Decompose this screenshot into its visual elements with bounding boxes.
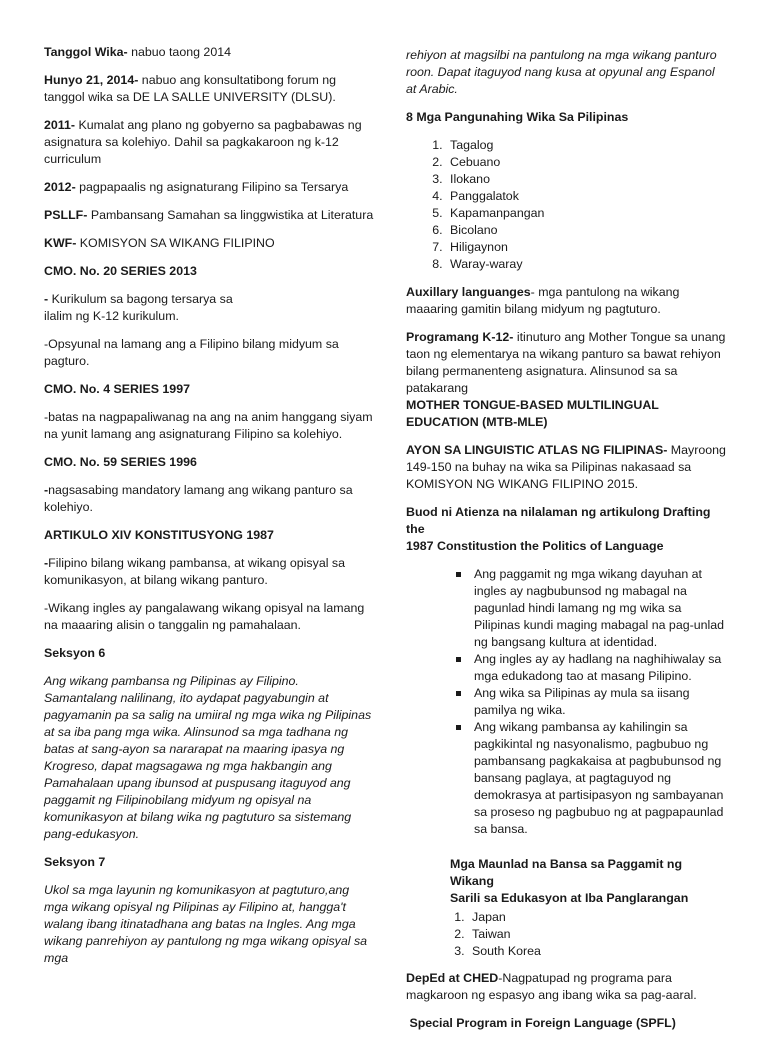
year-2012-entry (44, 179, 374, 196)
entry-text: Mayroong 149-150 na buhay na wika sa Pilipinas nakasaad sa KOMISYON NG WIKANG FILIPINO 2015. (406, 443, 726, 491)
cmo59-paragraph (44, 482, 374, 516)
mtb-mle-label: MOTHER TONGUE-BASED MULTILINGUAL EDUCATION (MTB-MLE) (406, 398, 659, 429)
bullet-item: Ang paggamit ng mga wikang dayuhan at ingles ay nagbubunsod ng mabagal na pagunlad hindi lamang ng mg wika sa Pilipinas kundi maging mabagal na pag-unlad ng bangsang kultura at identidad. (474, 566, 728, 651)
list-item: 5. Kapamanpangan (446, 205, 728, 222)
seksyon-7-continuation: rehiyon at magsilbi na pantulong na mga wikang panturo roon. Dapat itaguyod nang kusa at opyunal ang Espanol at Arabic. (406, 48, 717, 96)
seksyon-6-body: Ang wikang pambansa ng Pilipinas ay Filipino. Samantalang nalilinang, ito aydapat pagyabungin at pagyamanin pa sa salig na umiiral ng mga wika ng Pilipinas at sa iba pang mga wika. Alinsunod sa mga tadhana ng batas at sang-ayon sa nararapat na maaring ipasya ng Krogreso, dapat magsagawa ng mga hakbangin ang Pamahalaan upang ibunsod at puspusang itaguyod ang paggamit ng Filipinobilang midyum ng opisyal na komunikasyon at bilang wika ng pagtuturo sa sistemang pang-edukasyon. (44, 674, 372, 841)
entry-text: KOMISYON SA WIKANG FILIPINO (76, 236, 275, 250)
bullet-item: Ang wikang pambansa ay kahilingin sa pagkikintal ng nasyonalismo, pagbubuo ng pambansang pagkakaisa at pagbubunsod ng bansang paglaya, at pagtaguyod ng demokrasya at partisipasyon ng sambayanan sa proseso ng pagbubuo ng at pagpapaunlad sa bansa. (474, 719, 728, 838)
entry-text: Pambansang Samahan sa linggwistika at Literatura (87, 208, 374, 222)
heading-line: Buod ni Atienza na nilalaman ng artikulong Drafting the (406, 505, 711, 536)
list-item: 8. Waray-waray (446, 256, 728, 273)
deped-ched-entry (406, 970, 728, 1004)
paragraph-text: Filipino bilang wikang pambansa, at wikang opisyal sa komunikasyon, at bilang wikang panturo. (44, 556, 345, 587)
entry-text: pagpapaalis ng asignaturang Filipino sa Tersarya (75, 180, 349, 194)
list-item: 2. Taiwan (468, 926, 728, 943)
artikulo-paragraph-1 (44, 555, 374, 589)
wika-list (406, 137, 728, 273)
left-column (44, 44, 374, 978)
entry-label: Hunyo 21, 2014- (44, 73, 139, 87)
cmo20-paragraph-2: -Opsyunal na lamang ang a Filipino bilang midyum sa pagturo. (44, 337, 339, 368)
auxillary-entry (406, 284, 728, 318)
list-item: 3. South Korea (468, 943, 728, 960)
artikulo-paragraph-2: -Wikang ingles ay pangalawang wikang opisyal na lamang na maaaring alisin o tanggalin ng pamahalaan. (44, 601, 365, 632)
spfl-heading: Special Program in Foreign Language (SPFL) (406, 1016, 676, 1030)
paragraph-text: nagsasabing mandatory lamang ang wikang panturo sa kolehiyo. (44, 483, 353, 514)
paragraph-line: Kurikulum sa bagong tersarya sa (48, 292, 233, 306)
entry-text: nabuo ang konsultatibong forum ng tanggol wika sa DE LA SALLE UNIVERSITY (DLSU). (44, 73, 337, 104)
list-item: 6. Bicolano (446, 222, 728, 239)
year-2011-entry (44, 117, 374, 168)
heading-line: Sarili sa Edukasyon at Iba Panglarangan (450, 891, 689, 905)
list-item: 1. Tagalog (446, 137, 728, 154)
seksyon-7-body: Ukol sa mga layunin ng komunikasyon at pagtuturo,ang mga wikang opisyal ng Pilipinas ay Filipino at, hangga't walang ibang itinatadhana ang batas na Ingles. Ang mga wikang panrehiyon ay pantulong ng mga wikang opisyal sa mga (44, 883, 368, 965)
dash-mark: - (44, 483, 49, 497)
list-item: 7. Hiligaynon (446, 239, 728, 256)
bullet-item: Ang wika sa Pilipinas ay mula sa iisang pamilya ng wika. (474, 685, 728, 719)
entry-text: nabuo taong 2014 (127, 45, 231, 59)
buod-bullet-list (406, 566, 728, 838)
list-item: 2. Cebuano (446, 154, 728, 171)
seksyon-6-heading: Seksyon 6 (44, 646, 106, 660)
heading-line: 1987 Constitustion the Politics of Language (406, 539, 664, 553)
entry-text: itinuturo ang Mother Tongue sa unang taon ng elementarya na wikang panturo sa bawat rehiyon bilang permanenteng asignatura. Alinsunod sa sa patakarang (406, 330, 726, 395)
entry-label: Programang K-12- (406, 330, 514, 344)
cmo20-heading: CMO. No. 20 SERIES 2013 (44, 264, 197, 278)
seksyon-7-heading: Seksyon 7 (44, 855, 106, 869)
cmo20-paragraph-1 (44, 291, 374, 325)
maunlad-list (406, 909, 728, 960)
kwf-entry (44, 235, 374, 252)
entry-text: Kumalat ang plano ng gobyerno sa pagbabawas ng asignatura sa kolehiyo. Dahil sa pagkakaroon ng k-12 curriculum (44, 118, 362, 166)
cmo4-heading: CMO. No. 4 SERIES 1997 (44, 382, 190, 396)
paragraph-line: ilalim ng K-12 kurikulum. (44, 309, 179, 323)
dash-mark: - (44, 556, 49, 570)
hunyo-entry (44, 72, 374, 106)
cmo4-paragraph: -batas na nagpapaliwanag na ang na anim hanggang siyam na yunit lamang ang asignaturang Filipino sa kolehiyo. (44, 410, 373, 441)
entry-label: DepEd at CHED (406, 971, 499, 985)
entry-label: KWF- (44, 236, 77, 250)
k12-entry (406, 329, 728, 431)
heading-line: Mga Maunlad na Bansa sa Paggamit ng Wikang (450, 857, 683, 888)
entry-text: -Nagpatupad ng programa para magkaroon ng espasyo ang ibang wika sa pag-aaral. (406, 971, 697, 1002)
psllf-entry (44, 207, 374, 224)
maunlad-heading (406, 856, 728, 907)
tanggol-wika-entry (44, 44, 374, 61)
buod-heading (406, 504, 728, 555)
atlas-entry (406, 442, 728, 493)
entry-text: - mga pantulong na wikang maaaring gamitin bilang midyum ng pagtuturo. (406, 285, 680, 316)
wika-list-heading: 8 Mga Pangunahing Wika Sa Pilipinas (406, 110, 629, 124)
list-item: 1. Japan (468, 909, 728, 926)
entry-label: 2012- (44, 180, 76, 194)
entry-label: PSLLF- (44, 208, 88, 222)
list-item: 3. Ilokano (446, 171, 728, 188)
entry-label: 2011- (44, 118, 76, 132)
artikulo-heading: ARTIKULO XIV KONSTITUSYONG 1987 (44, 528, 274, 542)
entry-label: Auxillary languanges (406, 285, 531, 299)
entry-label: Tanggol Wika- (44, 45, 128, 59)
bullet-item: Ang ingles ay ay hadlang na naghihiwalay sa mga edukadong tao at masang Pilipino. (474, 651, 728, 685)
dash-mark: - (44, 292, 49, 306)
right-column (406, 47, 728, 1043)
entry-label: AYON SA LINGUISTIC ATLAS NG FILIPINAS- (406, 443, 668, 457)
cmo59-heading: CMO. No. 59 SERIES 1996 (44, 455, 197, 469)
list-item: 4. Panggalatok (446, 188, 728, 205)
